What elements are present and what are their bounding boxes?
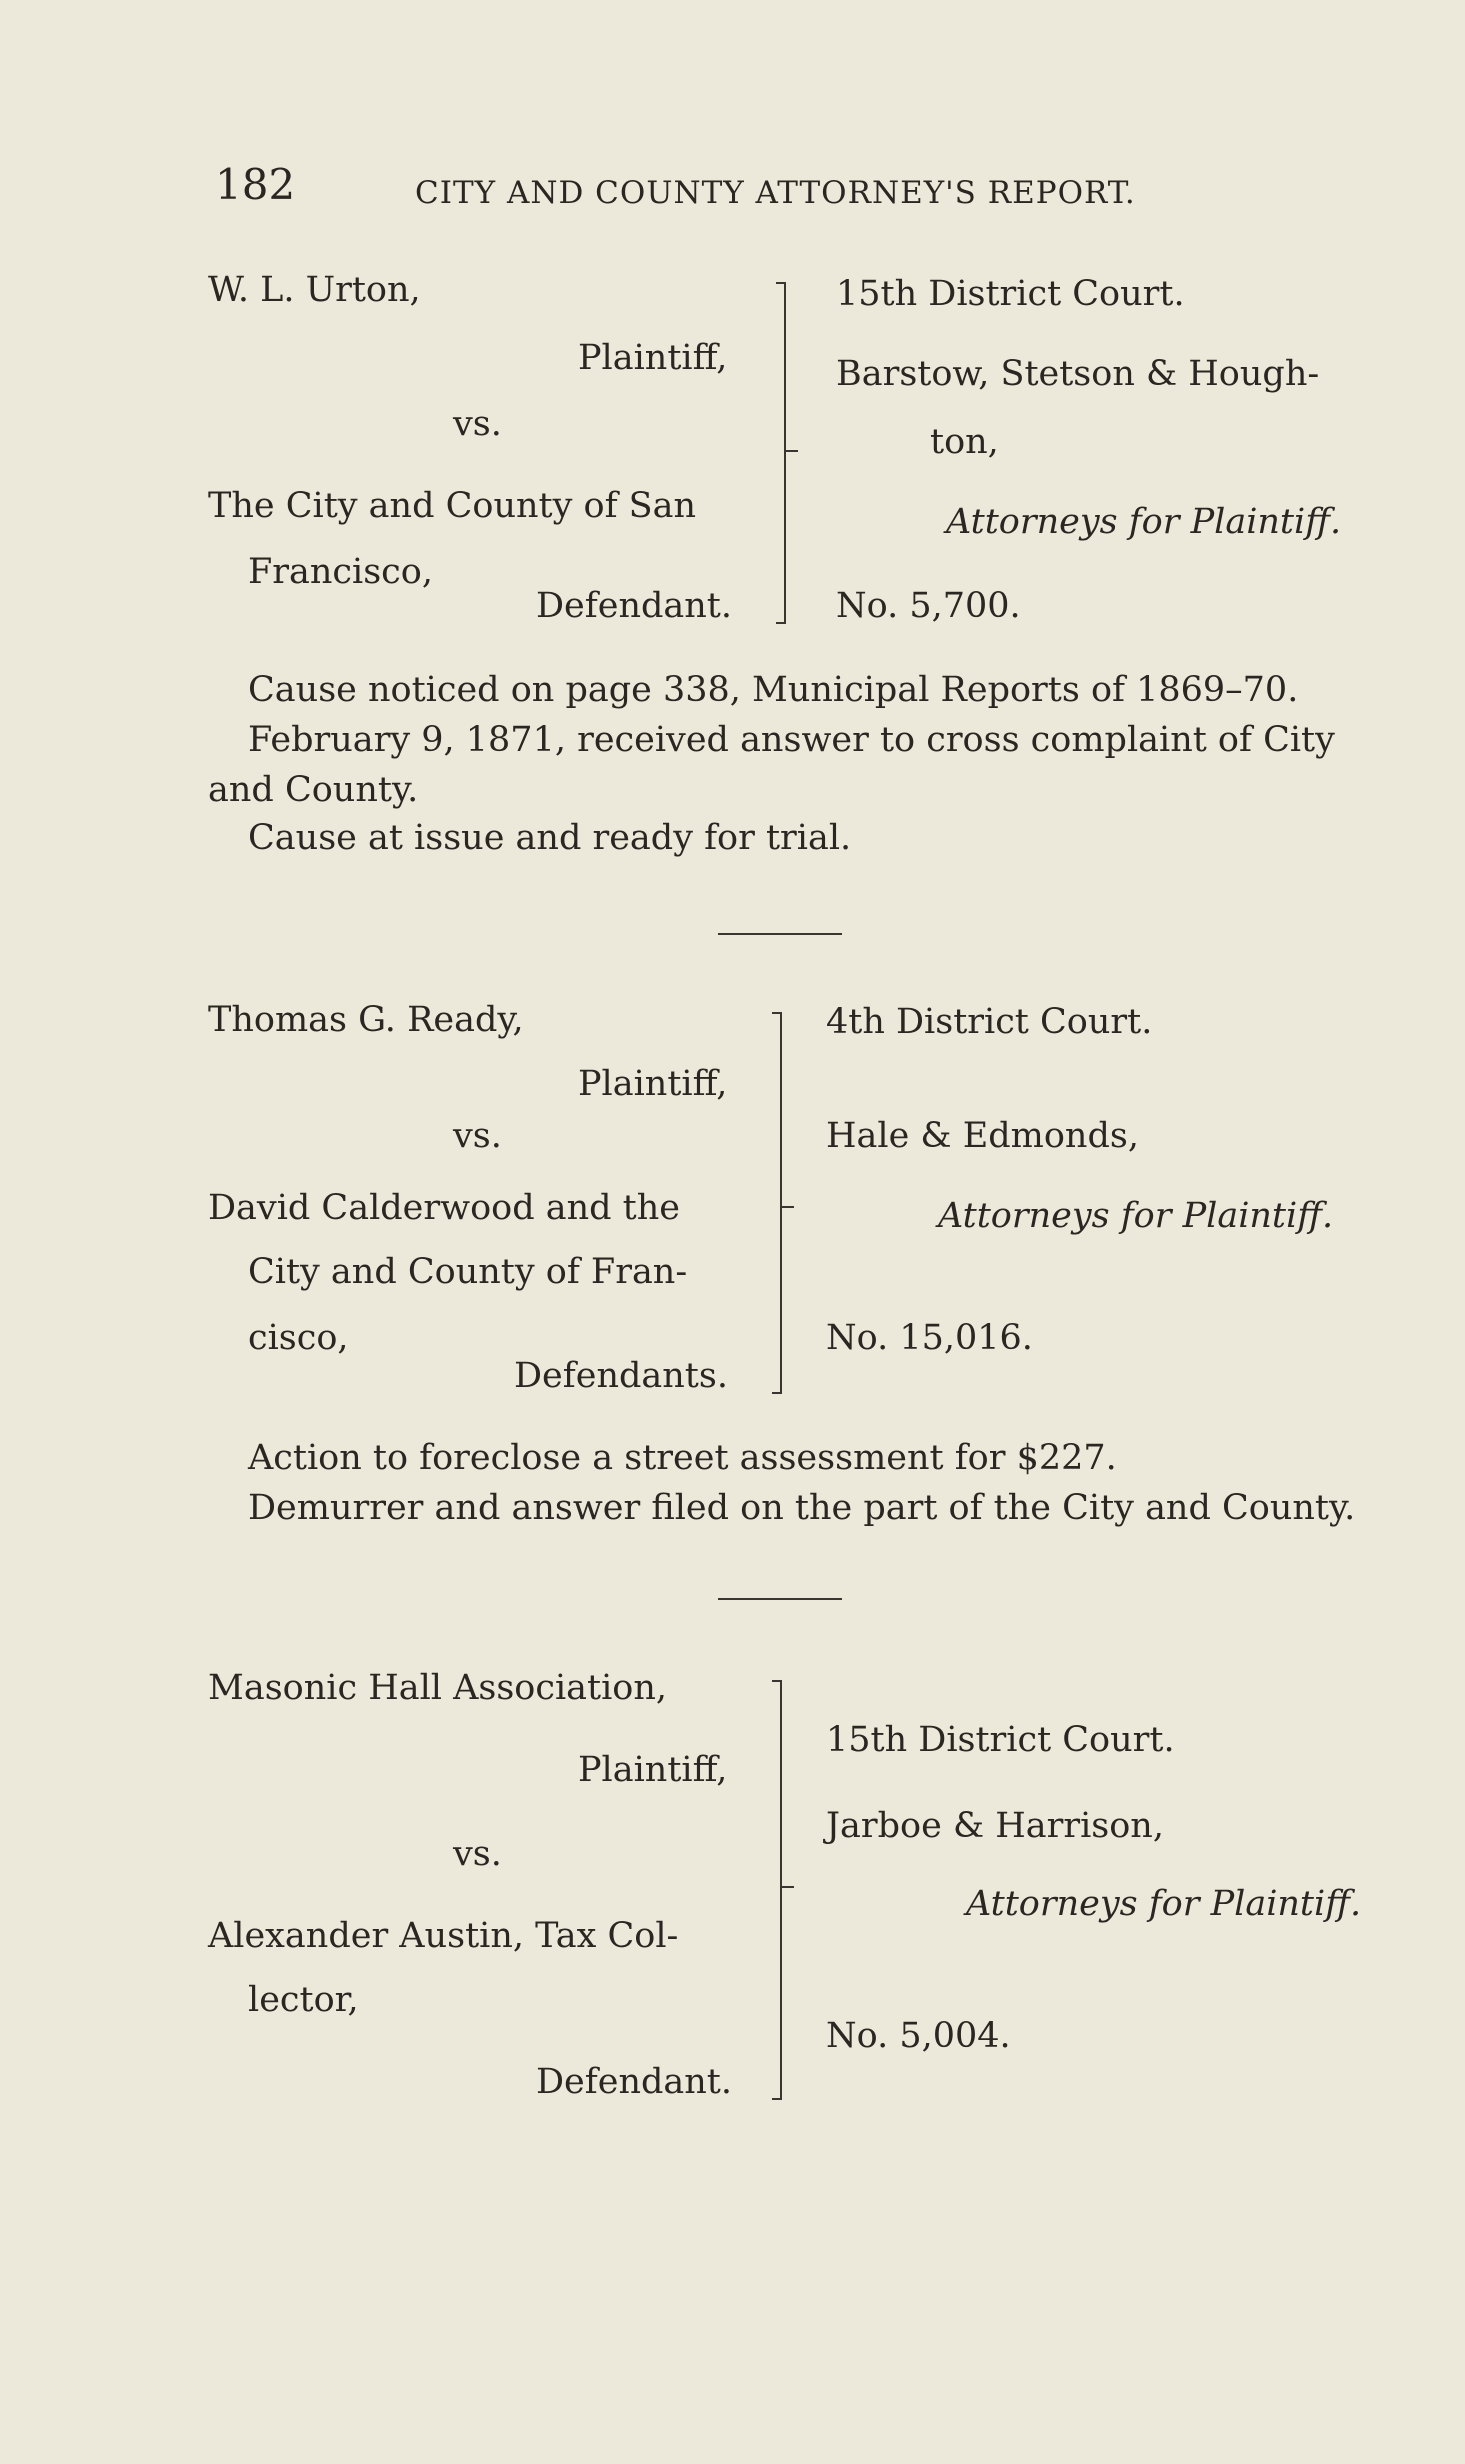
attorneys-name: Jarboe & Harrison, [826, 1806, 1164, 1846]
defendant-line: The City and County of San [208, 486, 697, 526]
versus: vs. [453, 404, 502, 444]
case-brace [766, 1012, 782, 1394]
defendant-role: Defendant. [536, 2062, 732, 2102]
case-note: February 9, 1871, received answer to cross complaint of City [248, 720, 1335, 760]
plaintiff-role: Plaintiff, [578, 1750, 728, 1790]
defendant-line: City and County of Fran- [248, 1252, 688, 1292]
defendant-role: Defendants. [514, 1356, 728, 1396]
attorneys-role: Attorneys for Plaintiff. [966, 1884, 1362, 1924]
court-name: 15th District Court. [826, 1720, 1175, 1760]
attorneys-name: ton, [930, 422, 999, 462]
plaintiff-role: Plaintiff, [578, 1064, 728, 1104]
case-note: and County. [208, 770, 419, 810]
case-note: Demurrer and answer filed on the part of the City and County. [248, 1488, 1356, 1528]
versus: vs. [453, 1834, 502, 1874]
court-name: 15th District Court. [836, 274, 1185, 314]
plaintiff-name: W. L. Urton, [208, 270, 421, 310]
case-brace [766, 1680, 782, 2100]
running-head: CITY AND COUNTY ATTORNEY'S REPORT. [415, 175, 1136, 211]
plaintiff-role: Plaintiff, [578, 338, 728, 378]
attorneys-name: Hale & Edmonds, [826, 1116, 1139, 1156]
section-divider [718, 1598, 842, 1600]
plaintiff-name: Thomas G. Ready, [208, 1000, 524, 1040]
defendant-line: lector, [248, 1980, 359, 2020]
case-note: Cause at issue and ready for trial. [248, 818, 852, 858]
case-number: No. 5,700. [836, 586, 1021, 626]
case-number: No. 5,004. [826, 2016, 1011, 2056]
defendant-line: David Calderwood and the [208, 1188, 681, 1228]
attorneys-name: Barstow, Stetson & Hough- [836, 354, 1320, 394]
attorneys-role: Attorneys for Plaintiff. [946, 502, 1342, 542]
plaintiff-name: Masonic Hall Association, [208, 1668, 668, 1708]
defendant-role: Defendant. [536, 586, 732, 626]
case-note: Action to foreclose a street assessment for $227. [248, 1438, 1117, 1478]
case-number: No. 15,016. [826, 1318, 1033, 1358]
attorneys-role: Attorneys for Plaintiff. [938, 1196, 1334, 1236]
page-number: 182 [215, 160, 296, 209]
section-divider [718, 933, 842, 935]
court-name: 4th District Court. [826, 1002, 1153, 1042]
case-note: Cause noticed on page 338, Municipal Reports of 1869–70. [248, 670, 1299, 710]
defendant-line: Alexander Austin, Tax Col- [208, 1916, 679, 1956]
versus: vs. [453, 1116, 502, 1156]
case-brace [770, 282, 786, 624]
defendant-line: cisco, [248, 1318, 349, 1358]
defendant-line: Francisco, [248, 552, 433, 592]
